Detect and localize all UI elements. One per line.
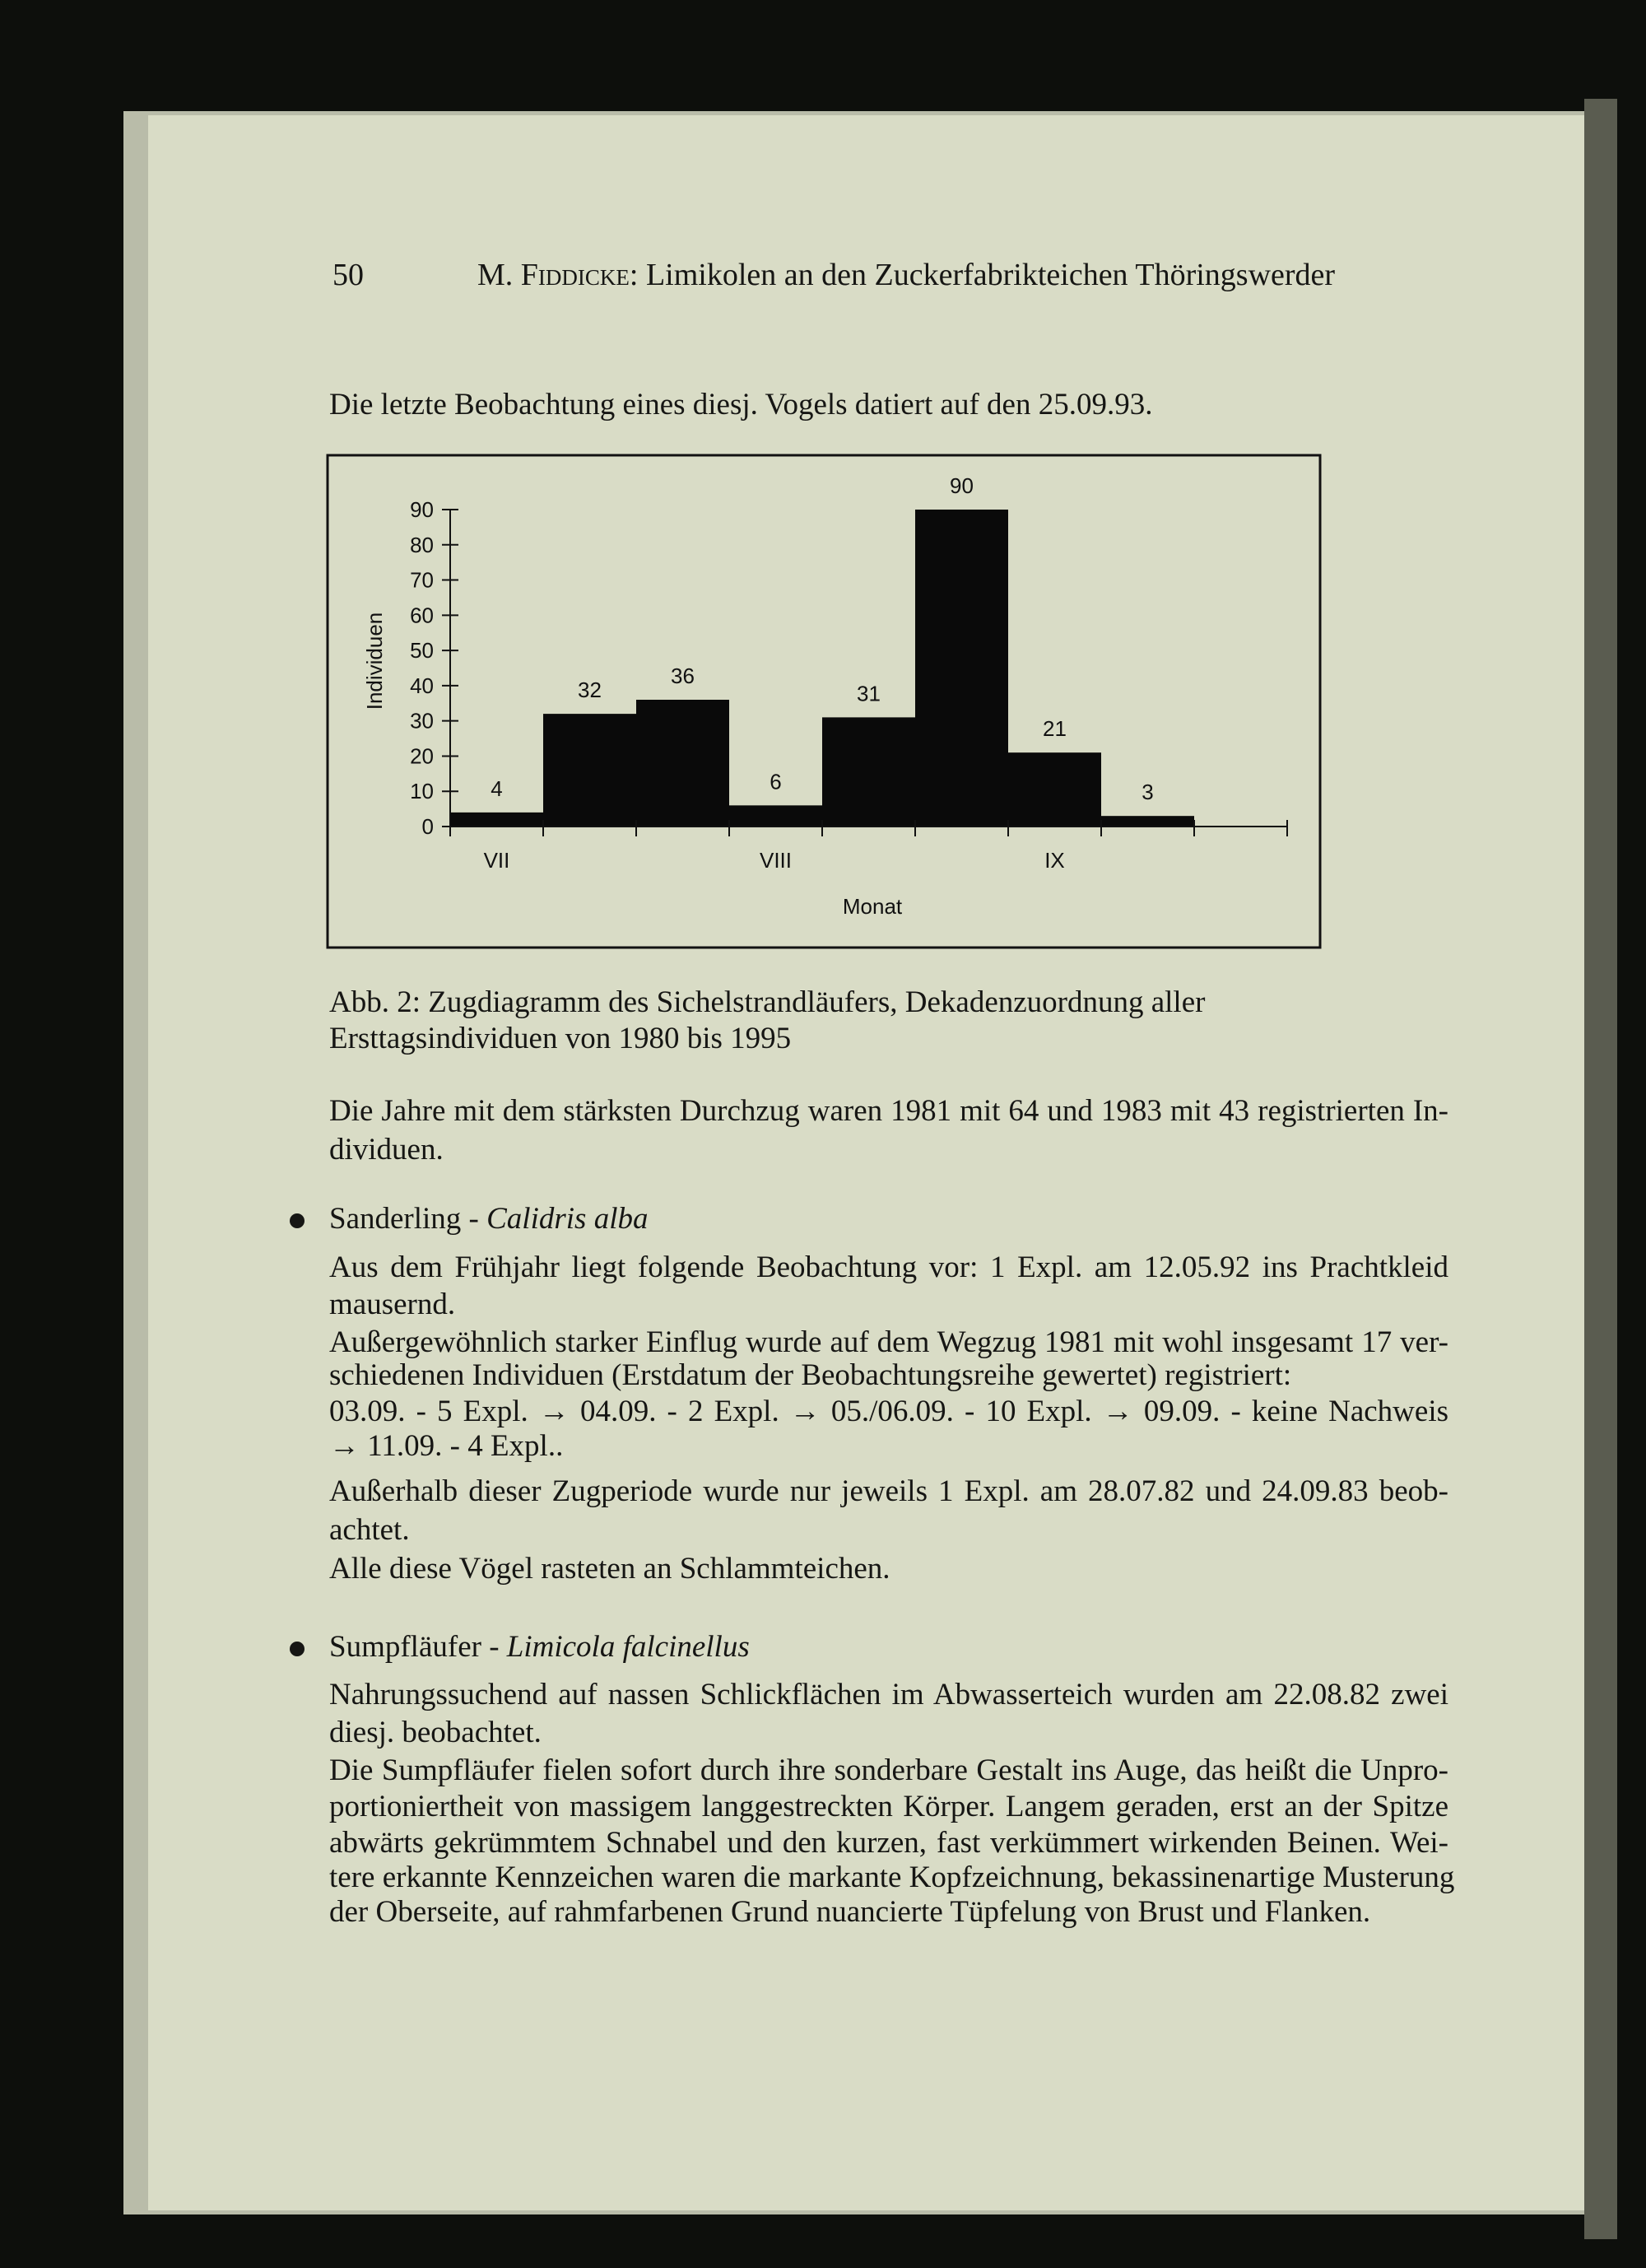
paragraph-line: schiedenen Individuen (Erstdatum der Beobachtungsreihe gewertet) registriert: <box>329 1358 1292 1392</box>
y-tick-label: 30 <box>410 708 434 733</box>
paragraph-line: tere erkannte Kennzeichen waren die markante Kopfzeichnung, bekassinenartige Musterung <box>329 1861 1455 1894</box>
species-heading-sanderling <box>329 1199 1448 1239</box>
x-month-label: VII <box>483 848 510 873</box>
paragraph-line: portioniertheit von massigem langgestreckten Körper. Langem geraden, erst an der Spitze <box>329 1790 1448 1823</box>
bar-value-label: 3 <box>1142 780 1154 805</box>
y-tick-label: 60 <box>410 603 434 628</box>
y-axis-label: Individuen <box>362 612 387 710</box>
bullet-icon <box>290 1213 305 1228</box>
species-heading-sumpflaeufer <box>329 1628 1448 1667</box>
paragraph-line: achtet. <box>329 1513 410 1547</box>
page-number: 50 <box>332 258 364 292</box>
y-tick-label: 40 <box>410 673 434 698</box>
x-month-label: IX <box>1044 848 1065 873</box>
paragraph-line: Außerhalb dieser Zugperiode wurde nur jeweils 1 Expl. am 28.07.82 und 24.09.83 beob- <box>329 1474 1448 1508</box>
y-tick-label: 90 <box>410 497 434 522</box>
paragraph-line: mausernd. <box>329 1288 456 1321</box>
bar-value-label: 21 <box>1043 716 1067 742</box>
figure-caption-line: Abb. 2: Zugdiagramm des Sichelstrandläufers, Dekadenzuordnung aller <box>329 985 1206 1019</box>
paragraph-line: dividuen. <box>329 1133 444 1167</box>
header-author: M. Fiddicke: <box>477 258 639 292</box>
paragraph-line: 03.09. - 5 Expl. → 04.09. - 2 Expl. → 05./06.09. - 10 Expl. → 09.09. - keine Nachweis <box>329 1395 1448 1428</box>
header-title: Limikolen an den Zuckerfabrikteichen Thöringswerder <box>645 258 1336 292</box>
y-tick-label: 10 <box>410 779 434 804</box>
y-tick-label: 20 <box>410 743 434 769</box>
x-axis-label: Monat <box>842 894 903 919</box>
paragraph-line: Aus dem Frühjahr liegt folgende Beobachtung vor: 1 Expl. am 12.05.92 ins Prachtkleid <box>329 1250 1448 1284</box>
next-page-edge <box>1584 99 1617 2239</box>
paragraph-line: Die Jahre mit dem stärksten Durchzug waren 1981 mit 64 und 1983 mit 43 registrierten In- <box>329 1094 1448 1128</box>
paragraph-line: Die Sumpfläufer fielen sofort durch ihre sonderbare Gestalt ins Auge, das heißt die Unpro- <box>329 1753 1448 1787</box>
y-tick-label: 50 <box>410 638 434 664</box>
bar-value-label: 6 <box>770 769 782 794</box>
bar-value-label: 31 <box>857 681 881 706</box>
intro-text: Die letzte Beobachtung eines diesj. Vogels datiert auf den 25.09.93. <box>329 388 1153 421</box>
paragraph-line: abwärts gekrümmtem Schnabel und den kurzen, fast verkümmert wirkenden Beinen. Wei- <box>329 1826 1448 1860</box>
bar-value-label: 32 <box>578 678 602 703</box>
bar-value-label: 90 <box>950 473 974 498</box>
species-name: Sumpfläufer - <box>329 1630 507 1664</box>
paragraph-line: der Oberseite, auf rahmfarbenen Grund nuancierte Tüpfelung von Brust und Flanken. <box>329 1895 1371 1929</box>
bar-value-label: 4 <box>491 775 503 801</box>
paragraph-line: Außergewöhnlich starker Einflug wurde auf dem Wegzug 1981 mit wohl insgesamt 17 ver- <box>329 1325 1448 1359</box>
species-latin: Limicola falcinellus <box>506 1630 750 1664</box>
figure-caption-line: Ersttagsindividuen von 1980 bis 1995 <box>329 1022 792 1055</box>
bar-value-label: 36 <box>671 664 695 688</box>
paragraph-line: Nahrungssuchend auf nassen Schlickflächen im Abwasserteich wurden am 22.08.82 zwei <box>329 1678 1448 1711</box>
bullet-icon <box>290 1642 305 1656</box>
y-tick-label: 70 <box>410 567 434 593</box>
species-latin: Calidris alba <box>486 1202 649 1236</box>
y-tick-label: 0 <box>421 814 434 839</box>
paragraph-line: Alle diese Vögel rasteten an Schlammteichen. <box>329 1552 890 1586</box>
x-month-label: VIII <box>759 848 793 873</box>
paragraph-line: → 11.09. - 4 Expl.. <box>329 1429 564 1463</box>
paragraph-line: diesj. beobachtet. <box>329 1716 542 1749</box>
running-header <box>477 255 1335 295</box>
y-tick-label: 80 <box>410 532 434 557</box>
species-name: Sanderling - <box>329 1202 487 1236</box>
